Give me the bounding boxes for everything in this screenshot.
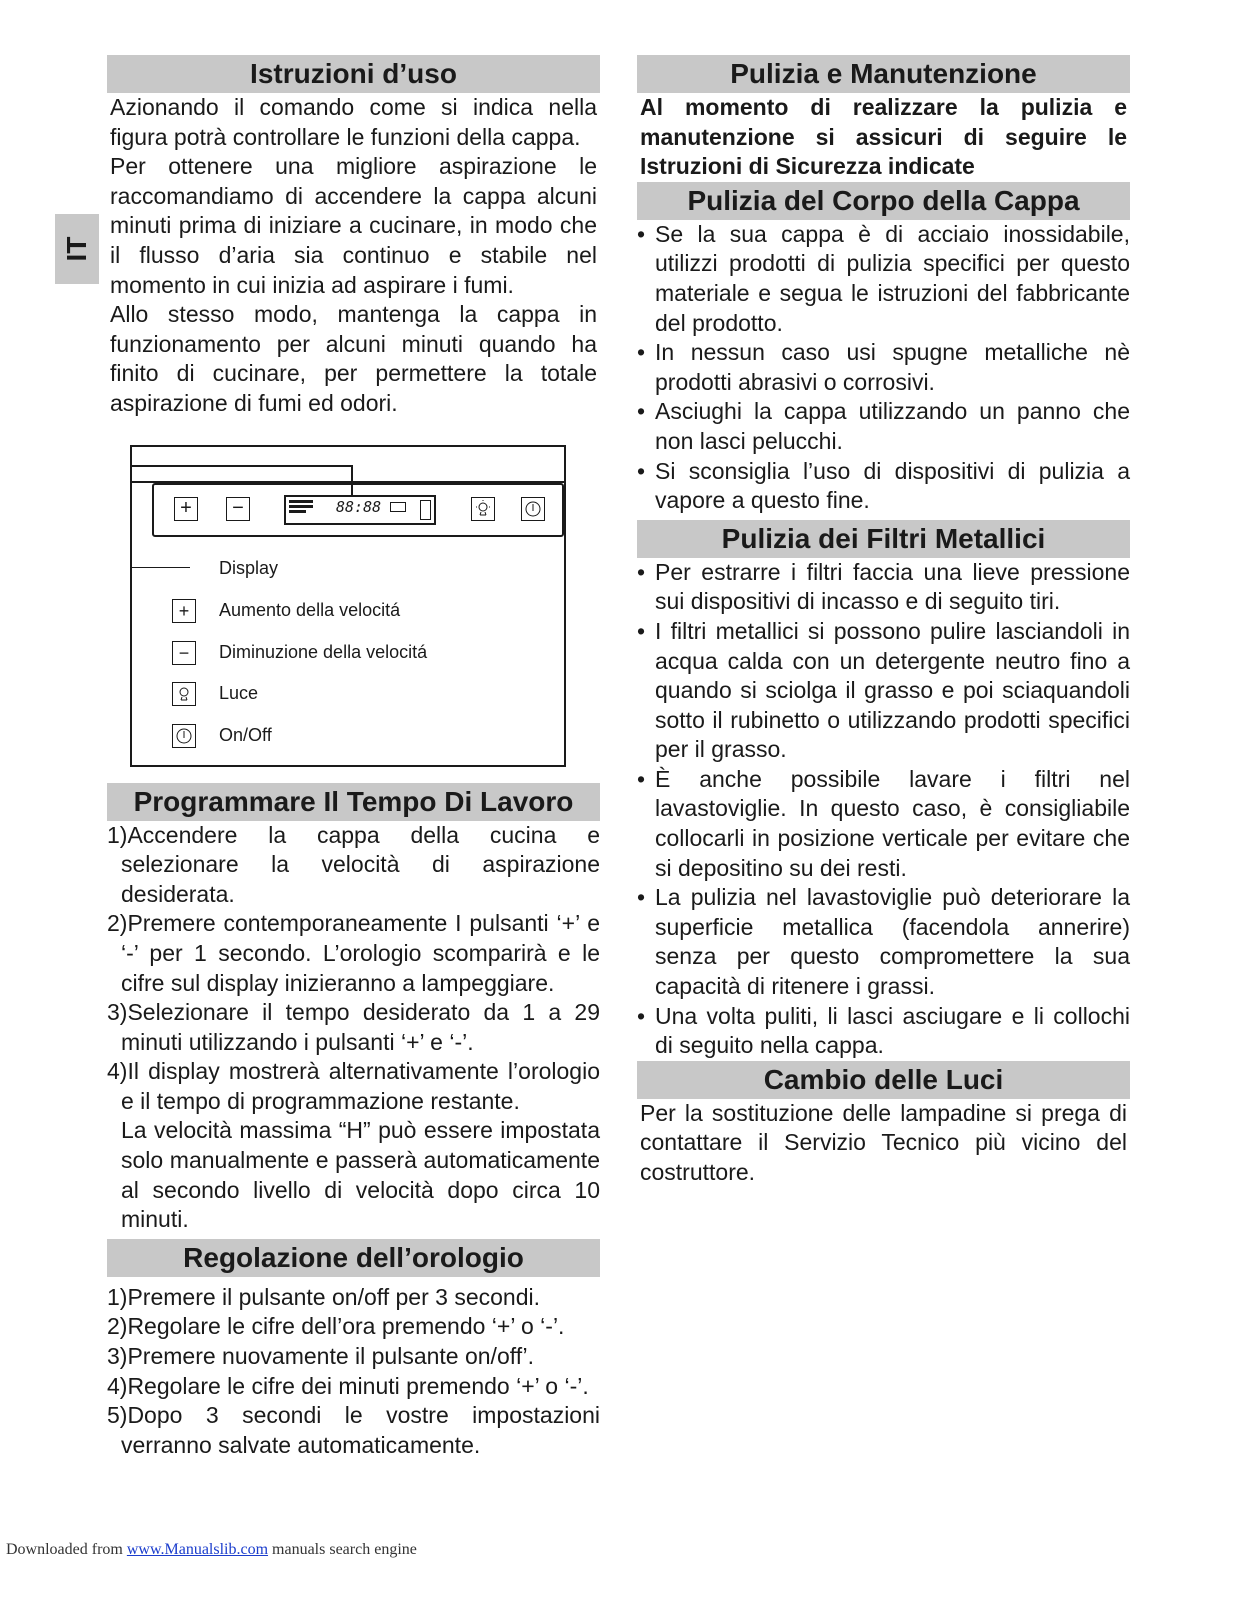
- filters-list: [637, 558, 1130, 1061]
- clock-step-2: 2)Regolare le cifre dell’ora premendo ‘+’ o ‘-’.: [107, 1313, 565, 1340]
- language-code: IT: [61, 236, 92, 262]
- filter-bullet-1: • Per estrarre i filtri faccia una lieve pressione sui dispositivi di incasso e di seguito tiri.: [637, 558, 1130, 615]
- download-footer: [6, 1541, 417, 1559]
- usage-paragraph-1: Azionando il comando come si indica nella figura potrà controllare le funzioni della cappa.: [110, 94, 597, 150]
- control-panel-figure: [130, 445, 566, 767]
- power-icon: [172, 724, 196, 748]
- program-step-4: 4)Il display mostrerà alternativamente l’orologio e il tempo di programmazione restante.: [107, 1058, 600, 1114]
- display-clock: 88:88: [336, 497, 382, 516]
- display-pointer-line: [132, 465, 352, 467]
- legend-light-label: Luce: [219, 682, 259, 703]
- speed-bars-icon: [289, 500, 313, 518]
- legend-display-label: Display: [219, 557, 279, 578]
- legend-power-label: On/Off: [219, 724, 272, 745]
- program-step-1: 1)Accendere la cappa della cucina e selezionare la velocità di aspirazione desiderata.: [107, 821, 600, 907]
- usage-heading: Istruzioni d’uso: [107, 55, 600, 93]
- filters-heading: Pulizia dei Filtri Metallici: [637, 520, 1130, 558]
- usage-paragraph-2: Per ottenere una migliore aspirazione le raccomandiamo di accendere la cappa alcuni minuti prima di iniziare a cucinare, in modo che il flusso d’aria sia continuo e stabile nel momento in cui inizia ad aspirare i fumi.: [110, 153, 597, 298]
- program-step-2: 2)Premere contemporaneamente I pulsanti ‘+’ e ‘-’ per 1 secondo. L’orologio scomparirà e le cifre sul display inizieranno a lampeggiare.: [107, 910, 600, 996]
- clock-steps: [107, 1283, 600, 1461]
- body-cleaning-heading: Pulizia del Corpo della Cappa: [637, 182, 1130, 220]
- legend-minus-label: Diminuzione della velocitá: [219, 641, 428, 662]
- clock-step-1: 1)Premere il pulsante on/off per 3 secondi.: [107, 1283, 540, 1310]
- filter-bullet-5: • Una volta puliti, li lasci asciugare e li collochi di seguito nella cappa.: [637, 1002, 1130, 1059]
- filter-bullet-4: • La pulizia nel lavastoviglie può deteriorare la superficie metallica (facendola annerire) senza per questo compromettere la sua capacità di ritenere i grassi.: [637, 884, 1130, 1000]
- body-bullet-4: • Si sconsiglia l’uso di dispositivi di pulizia a vapore a questo fine.: [637, 457, 1130, 514]
- body-bullet-3: • Asciughi la cappa utilizzando un panno che non lasci pelucchi.: [637, 398, 1130, 454]
- footer-prefix: Downloaded from: [6, 1541, 127, 1558]
- clock-step-5: 5)Dopo 3 secondi le vostre impostazioni verranno salvate automaticamente.: [107, 1402, 600, 1458]
- maintenance-heading: Pulizia e Manutenzione: [637, 55, 1130, 93]
- minus-icon: −: [226, 497, 250, 521]
- clock-heading: Regolazione dell’orologio: [107, 1239, 600, 1277]
- display-legend-marker: [132, 567, 190, 568]
- right-column: [637, 55, 1130, 1188]
- control-panel: [152, 483, 564, 537]
- body-cleaning-list: [637, 220, 1130, 516]
- display-screen: [284, 495, 436, 525]
- footer-suffix: manuals search engine: [268, 1541, 417, 1558]
- lights-heading: Cambio delle Luci: [637, 1061, 1130, 1099]
- body-bullet-2: • In nessun caso usi spugne metalliche nè prodotti abrasivi o corrosivi.: [637, 339, 1130, 395]
- filter-bullet-2: • I filtri metallici si possono pulire lasciandoli in acqua calda con un detergente neutro fino a quando si sciolga il grasso e poi sciaquandoli sotto il rubinetto o utilizzando prodotti specifici per il grasso.: [637, 617, 1130, 763]
- lights-text: Per la sostituzione delle lampadine si prega di contattare il Servizio Tecnico più vicino del costruttore.: [640, 1099, 1127, 1185]
- plus-icon: +: [174, 497, 198, 521]
- timer-indicator-icon: [390, 502, 406, 512]
- program-heading: Programmare Il Tempo Di Lavoro: [107, 783, 600, 821]
- light-icon: [471, 497, 495, 521]
- power-icon: [521, 497, 545, 521]
- plus-icon: +: [172, 599, 196, 623]
- light-icon: [172, 682, 196, 706]
- program-note: [107, 1116, 600, 1234]
- legend-plus-label: Aumento della velocitá: [219, 599, 401, 620]
- minus-icon: −: [172, 641, 196, 665]
- body-bullet-1: • Se la sua cappa è di acciaio inossidabile, utilizzi prodotti di pulizia specifici per questo materiale e segua le istruzioni del fabbricante del prodotto.: [637, 220, 1130, 336]
- language-tab: [55, 214, 99, 284]
- maintenance-intro: Al momento di realizzare la pulizia e manutenzione si assicuri di seguire le Istruzioni di Sicurezza indicate: [640, 94, 1127, 180]
- filter-bullet-3: • È anche possibile lavare i filtri nel lavastoviglie. In questo caso, è consigliabile collocarli in posizione verticale per evitare che si depositino su dei resti.: [637, 765, 1130, 881]
- usage-paragraph-3: Allo stesso modo, mantenga la cappa in funzionamento per alcuni minuti quando ha finito di cucinare, per permettere la totale aspirazione di fumi ed odori.: [110, 301, 597, 416]
- left-column: [107, 55, 600, 1460]
- program-step-3: 3)Selezionare il tempo desiderato da 1 a 29 minuti utilizzando i pulsanti ‘+’ e ‘-’.: [107, 999, 600, 1055]
- clock-step-4: 4)Regolare le cifre dei minuti premendo ‘+’ o ‘-’.: [107, 1372, 589, 1399]
- status-indicator-icon: [420, 500, 431, 520]
- program-steps: [107, 821, 600, 1235]
- manualslib-link[interactable]: www.Manualslib.com: [126, 1541, 269, 1558]
- clock-step-3: 3)Premere nuovamente il pulsante on/off’.: [107, 1343, 535, 1370]
- program-note-text: La velocità massima “H” può essere impostata solo manualmente e passerà automaticamente al secondo livello di velocità dopo circa 10 minuti.: [121, 1117, 600, 1233]
